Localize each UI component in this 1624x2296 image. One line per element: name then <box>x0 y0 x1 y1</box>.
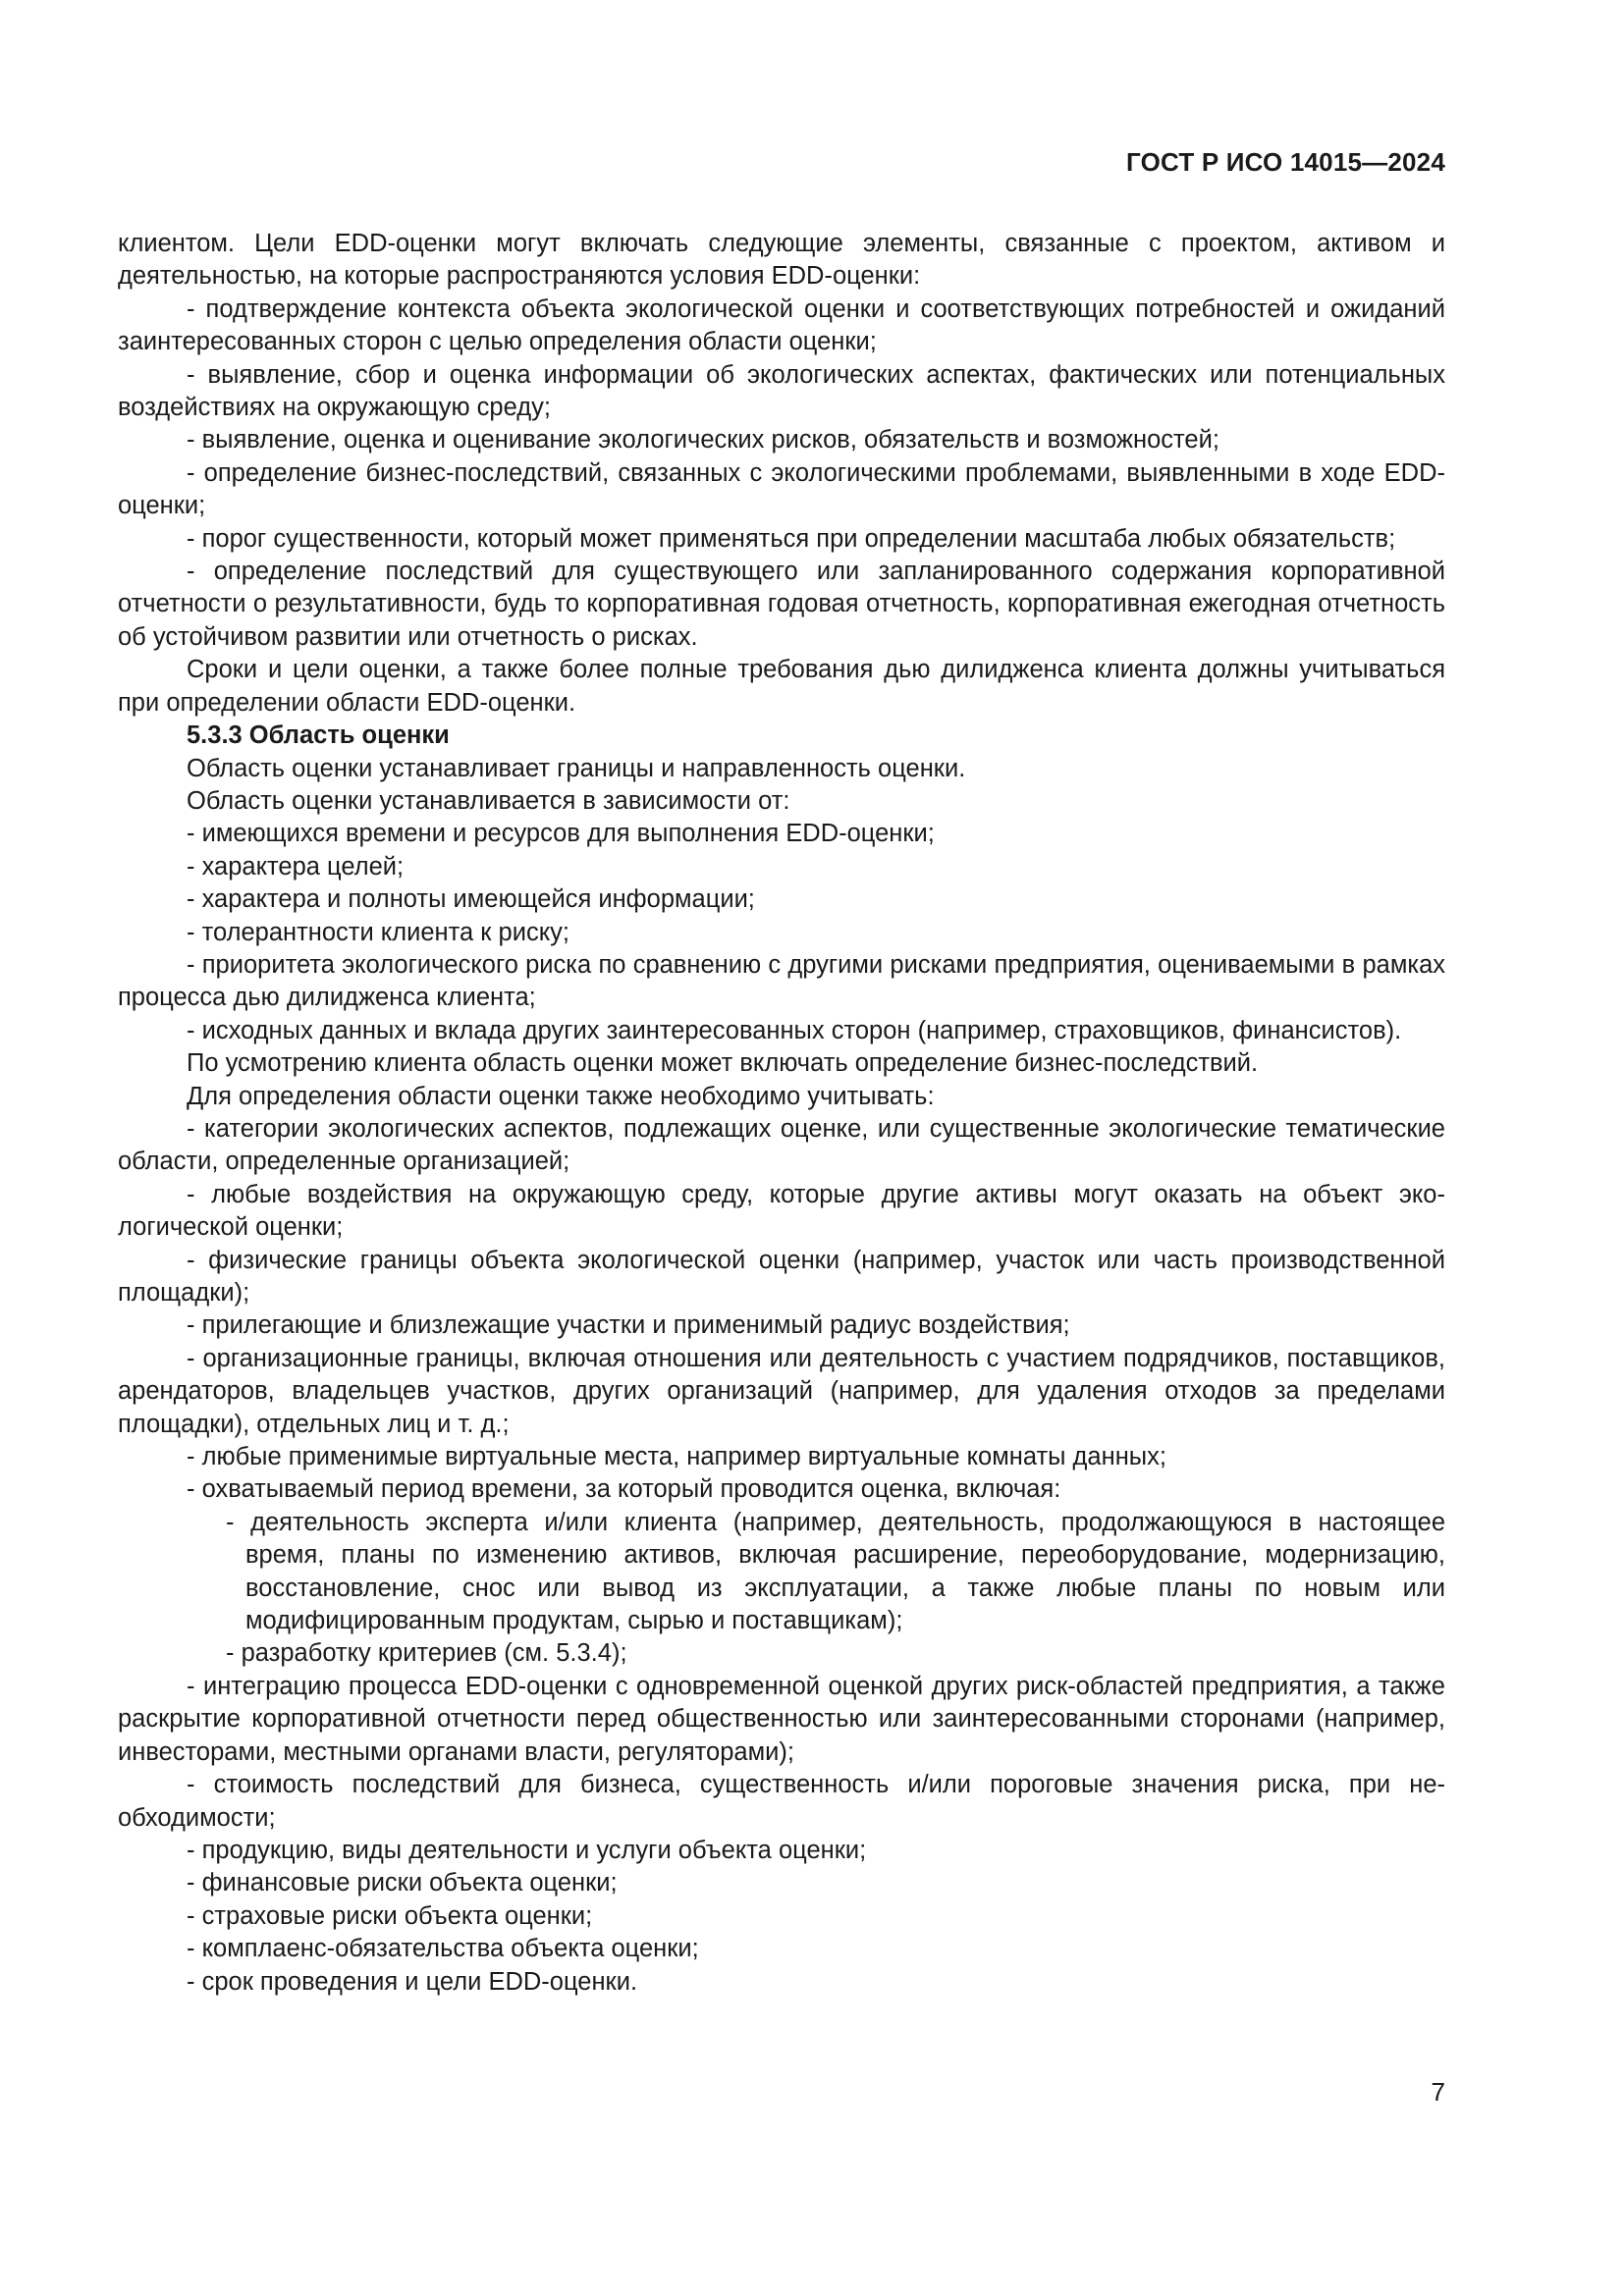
list-item: - порог существенности, который может применяться при определении масштаба любых обязательств; <box>187 524 1396 553</box>
list-item: - прилегающие и близлежащие участки и применимый радиус воздействия; <box>187 1311 1070 1340</box>
list-item: - исходных данных и вклада других заинтересованных сторон (например, страховщиков, финансистов). <box>187 1016 1402 1044</box>
list-item: - физические границы объекта экологической оценки (например, участок или часть производственной площадки); <box>118 1246 1445 1307</box>
paragraph: Область оценки устанавливается в зависимости от: <box>187 786 790 815</box>
list-item: - охватываемый период времени, за который проводится оценка, включая: <box>187 1475 1061 1504</box>
list-item: - определение бизнес-последствий, связанных с экологическими проблемами, выявленными в ходе EDD-оценки; <box>118 458 1445 520</box>
paragraph: Область оценки устанавливает границы и направленность оценки. <box>187 754 966 782</box>
list-item: - любые применимые виртуальные места, например виртуальные комнаты данных; <box>187 1443 1166 1471</box>
list-item: - выявление, сбор и оценка информации об экологических аспектах, фактических или потенциальных воздействиях на окружающую среду; <box>118 360 1445 422</box>
paragraph: Для определения области оценки также необходимо учитывать: <box>187 1082 935 1110</box>
section-heading: 5.3.3 Область оценки <box>187 721 450 750</box>
document-body <box>118 228 1445 1999</box>
list-item: - категории экологических аспектов, подлежащих оценке, или существенные экологические тематические области, определенные организацией; <box>118 1114 1445 1176</box>
list-item: - комплаенс-обязательства объекта оценки; <box>187 1935 699 1963</box>
list-item: - выявление, оценка и оценивание экологических рисков, обязательств и возможностей; <box>187 426 1219 454</box>
list-item: - имеющихся времени и ресурсов для выполнения EDD-оценки; <box>187 820 935 848</box>
sub-list-item: - разработку критериев (см. 5.3.4); <box>226 1639 627 1668</box>
list-item: - приоритета экологического риска по сравнению с другими рисками предприятия, оцениваемыми в рамках процесса дью дилидженса клиента; <box>118 950 1445 1012</box>
standard-designation: ГОСТ Р ИСО 14015—2024 <box>1125 147 1445 177</box>
list-item: - характера и полноты имеющейся информации; <box>187 885 755 914</box>
list-item: - финансовые риски объекта оценки; <box>187 1869 618 1897</box>
list-item: - стоимость последствий для бизнеса, существенность и/или пороговые значения риска, при необходимости; <box>118 1771 1445 1832</box>
paragraph: По усмотрению клиента область оценки может включать определение бизнес-последствий. <box>187 1049 1259 1078</box>
list-item: - продукцию, виды деятельности и услуги объекта оценки; <box>187 1836 867 1864</box>
list-item: - интеграцию процесса EDD-оценки с одновременной оценкой других риск-областей предприятия, а также раскрытие корпоративной отчетности перед общественностью или заинтересованными сторонами (например, инвесторами, местными органами власти, регуляторами); <box>118 1672 1445 1766</box>
paragraph: Сроки и цели оценки, а также более полные требования дью дилидженса клиента должны учитываться при определении области EDD-оценки. <box>118 656 1445 717</box>
list-item: - страховые риски объекта оценки; <box>187 1901 593 1930</box>
list-item: - характера целей; <box>187 852 405 881</box>
sub-list-item: - деятельность эксперта и/или клиента (например, деятельность, продолжающуюся в настоящее время, планы по изменению активов, включая расширение, переоборудование, модернизацию, восстановление, снос или вывод из эксплуатации, а также любые планы по новым или модифицированным продуктам, сырью и поставщикам); <box>226 1508 1445 1635</box>
list-item: - срок проведения и цели EDD-оценки. <box>187 1967 638 1996</box>
paragraph: клиентом. Цели EDD-оценки могут включать следующие элементы, связанные с проектом, активом и деятельностью, на которые распространяются условия EDD-оценки: <box>118 230 1445 291</box>
list-item: - подтверждение контекста объекта экологической оценки и соответствующих потребностей и ожиданий заинтересованных сторон с целью определения области оценки; <box>118 294 1445 356</box>
page-number: 7 <box>1431 2077 1445 2107</box>
list-item: - определение последствий для существующего или запланированного содержания корпоративной отчетности о результативности, будь то корпоративная годовая отчетность, корпоративная ежегодная отчетность об устойчивом развитии или отчетность о рисках. <box>118 558 1445 651</box>
list-item: - толерантности клиента к риску; <box>187 918 569 946</box>
list-item: - любые воздействия на окружающую среду, которые другие активы могут оказать на объект экологической оценки; <box>118 1180 1445 1242</box>
list-item: - организационные границы, включая отношения или деятельность с участием подрядчиков, поставщиков, арендаторов, владельцев участков, других организаций (например, для удаления отходов за пределами площадки), отдельных лиц и т. д.; <box>118 1344 1445 1438</box>
